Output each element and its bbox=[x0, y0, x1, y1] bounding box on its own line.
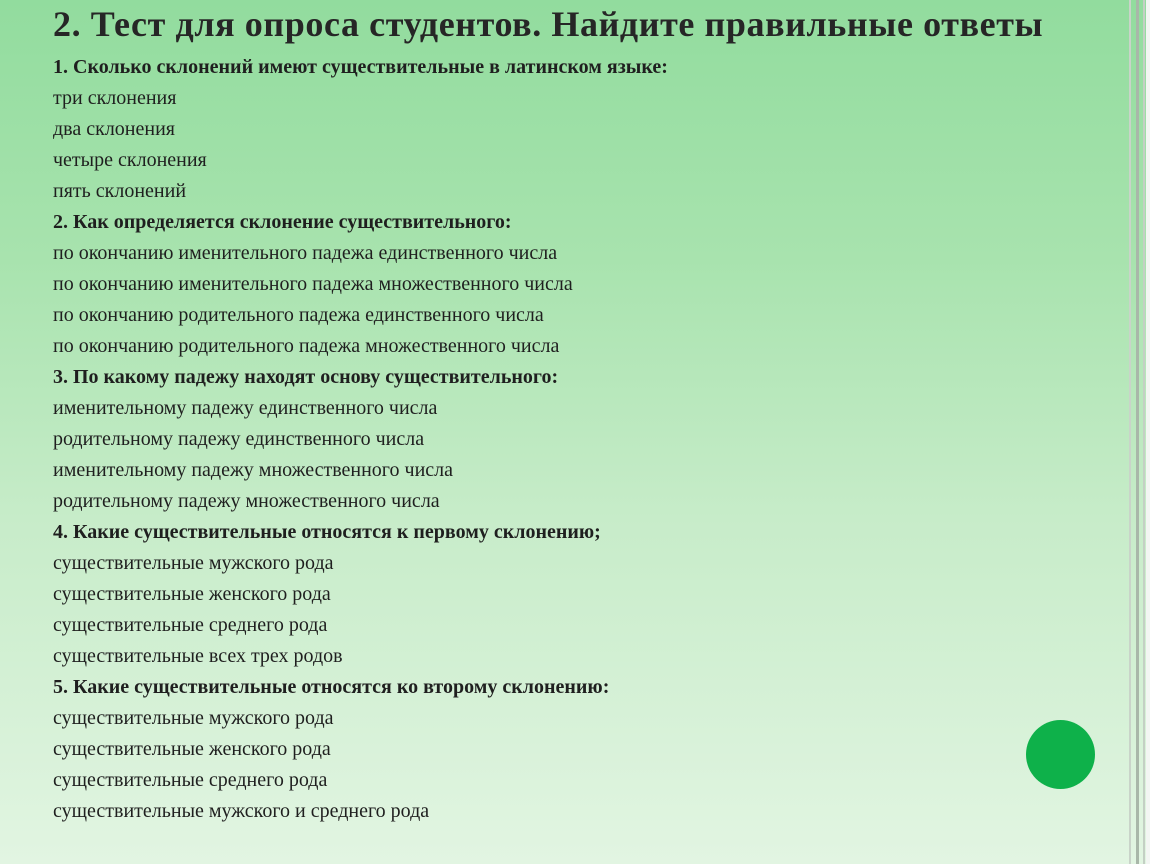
answer-option: существительные среднего рода bbox=[53, 614, 328, 636]
answer-option: четыре склонения bbox=[53, 149, 207, 171]
green-circle-icon bbox=[1026, 720, 1095, 789]
frame-line bbox=[1129, 0, 1131, 864]
answer-option: существительные женского рода bbox=[53, 583, 331, 605]
answer-option: три склонения bbox=[53, 87, 177, 109]
answer-option: именительному падежу единственного числа bbox=[53, 397, 438, 419]
quiz-content bbox=[53, 52, 668, 827]
question-4: 4. Какие существительные относятся к первому склонению; bbox=[53, 521, 601, 543]
question-5: 5. Какие существительные относятся ко второму склонению: bbox=[53, 676, 610, 698]
answer-option: существительные среднего рода bbox=[53, 769, 328, 791]
answer-option: именительному падежу множественного числа bbox=[53, 459, 454, 481]
frame-line bbox=[1136, 0, 1139, 864]
answer-option: существительные всех трех родов bbox=[53, 645, 343, 667]
answer-option: по окончанию родительного падежа единственного числа bbox=[53, 304, 544, 326]
answer-option: по окончанию именительного падежа множественного числа bbox=[53, 273, 573, 295]
question-2: 2. Как определяется склонение существительного: bbox=[53, 211, 512, 233]
answer-option: существительные мужского рода bbox=[53, 552, 334, 574]
slide-edge bbox=[1146, 0, 1150, 864]
answer-option: существительные мужского рода bbox=[53, 707, 334, 729]
answer-option: родительному падежу единственного числа bbox=[53, 428, 425, 450]
question-1: 1. Сколько склонений имеют существительные в латинском языке: bbox=[53, 56, 668, 78]
answer-option: по окончанию именительного падежа единственного числа bbox=[53, 242, 558, 264]
page-title: 2. Тест для опроса студентов. Найдите правильные ответы bbox=[53, 4, 1044, 44]
answer-option: существительные мужского и среднего рода bbox=[53, 800, 430, 822]
answer-option: два склонения bbox=[53, 118, 175, 140]
answer-option: родительному падежу множественного числа bbox=[53, 490, 440, 512]
answer-option: существительные женского рода bbox=[53, 738, 331, 760]
frame-line bbox=[1143, 0, 1145, 864]
answer-option: по окончанию родительного падежа множественного числа bbox=[53, 335, 560, 357]
question-3: 3. По какому падежу находят основу существительного: bbox=[53, 366, 559, 388]
answer-option: пять склонений bbox=[53, 180, 187, 202]
